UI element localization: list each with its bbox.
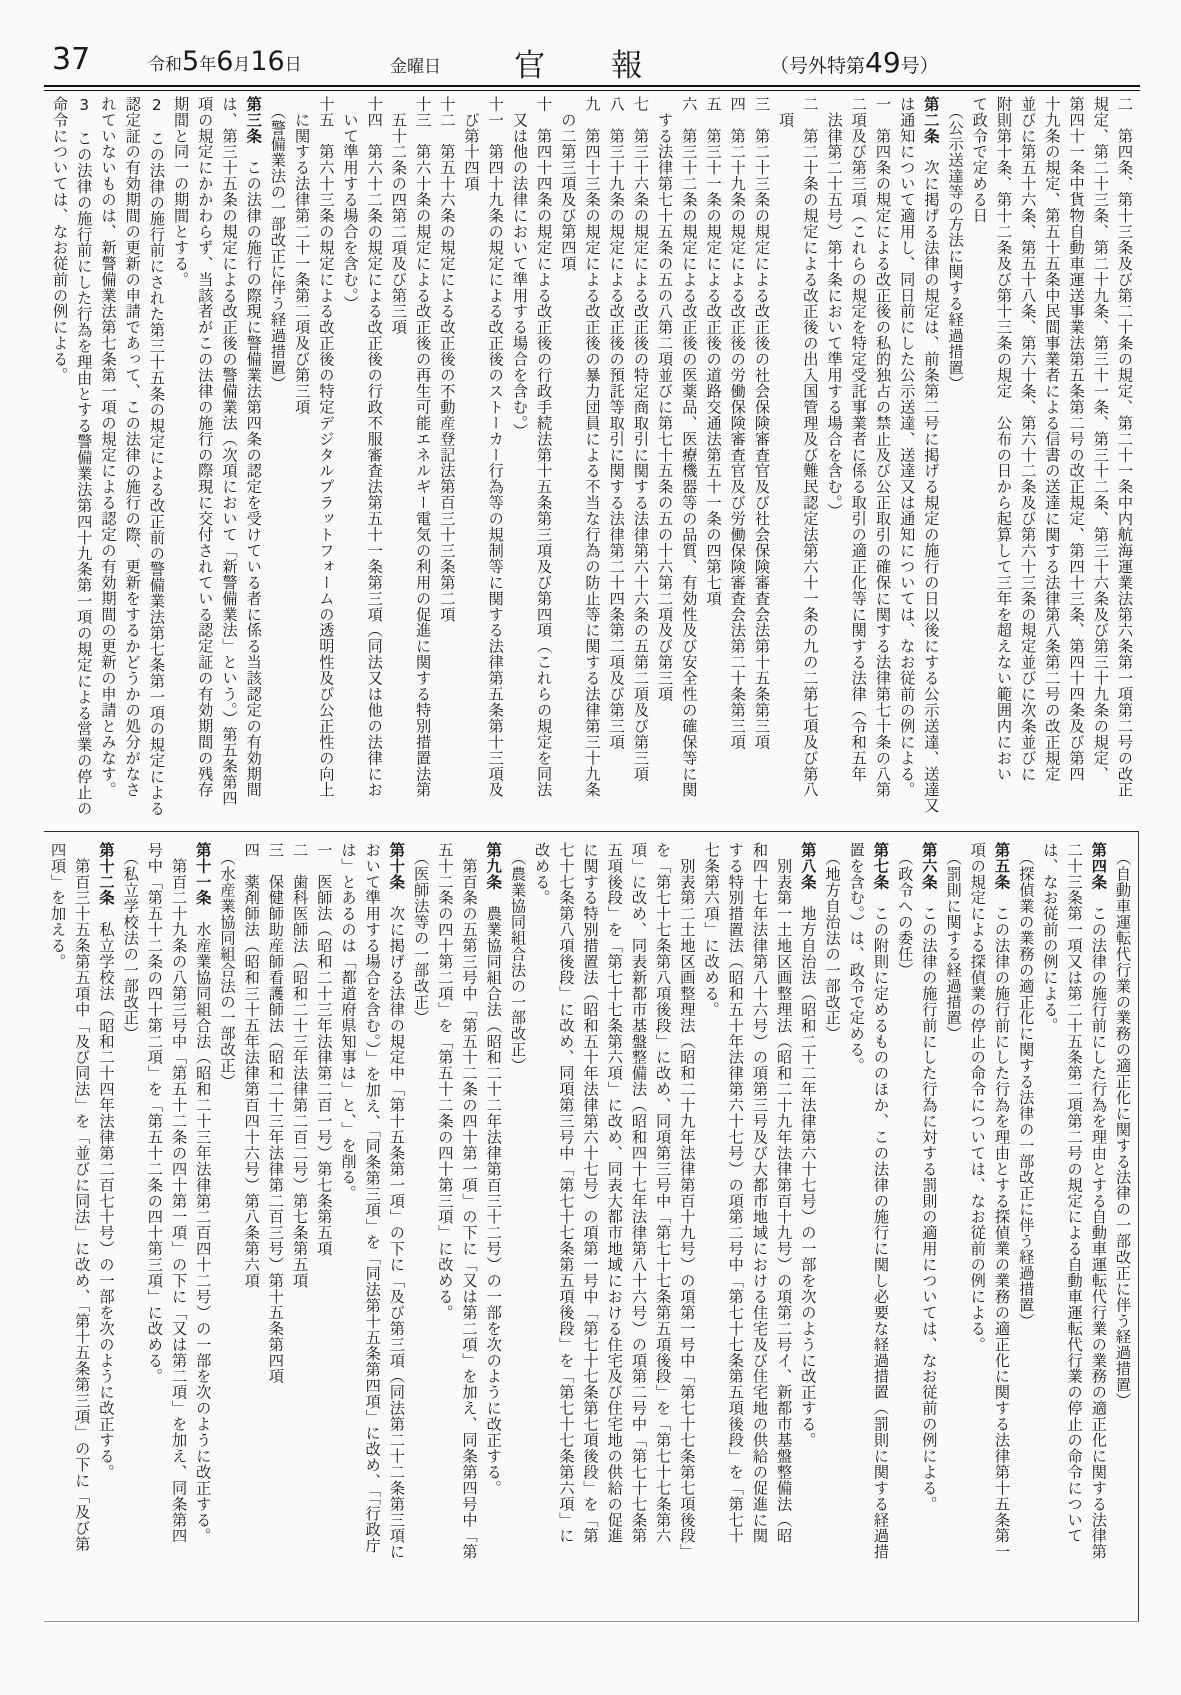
article-number: 第十一条 [194, 842, 213, 906]
text-column: 附則第十条、第十二条及び第十三条の規定 公布の日から起算して三年を超えない範囲内におい [994, 96, 1013, 782]
text-column: て政令で定める日 [970, 96, 989, 224]
page-number: 37 [52, 42, 91, 77]
text-column: は、なお従前の例による。 [1041, 842, 1060, 1034]
text-column: 二 歯科医師法（昭和二十三年法律第二百二号）第七条第五項 [291, 842, 310, 1289]
text-column: 項 [777, 96, 796, 128]
text-column: （医師法等の一部改正） [412, 842, 431, 1026]
text-column: に関する特別措置法（昭和五十年法律第六十七号）の項第一号中「第七十七条第七項後段」を「第 [581, 842, 600, 1544]
text-column: 3 この法律の施行前にした行為を理由とする警備業法第四十九条第一項の規定による営業の停止の [75, 96, 94, 817]
text-column: 十一 第四十九条の規定による改正後のストーカー行為等の規制等に関する法律第五条第十三項及 [486, 96, 505, 798]
day-label: 日 [284, 55, 302, 75]
text-column: する法律第七十五条の五の八第二項並びに第七十五条の五の十六第二項及び第三項 [656, 96, 675, 703]
weekday-label: 金曜日 [390, 57, 441, 77]
text-column: 第四十一条中貨物自動車運送事業法第五条第二号の改正規定、第四十三条、第四十四条及び第四 [1067, 96, 1086, 782]
text-column: （私立学校法の一部改正） [121, 842, 140, 1042]
text-column: 2 この法律の施行前にされた第三十五条の規定による改正前の警備業法第七条第一項の規定による [147, 96, 166, 817]
text-column: 四項」を加える。 [49, 842, 68, 970]
text-column: 別表第二土地区画整理法（昭和二十九年法律第百十九号）の項第一号中「第七十七条第七項後段」 [678, 842, 697, 1560]
text-column: （地方自治法の一部改正） [823, 842, 842, 1042]
text-column: 第二条 次に掲げる法律の規定は、前条第二号に掲げる規定の施行の日以後にする公示送達、送達又 [922, 96, 941, 814]
text-column: 十九条の規定、第五十五条中民間事業者による信書の送達に関する法律第八条第二号の改正規定 [1043, 96, 1062, 782]
text-column: 六 第三十二条の規定による改正後の医薬品、医療機器等の品質、有効性及び安全性の確保等に関 [680, 96, 699, 798]
text-column: の二第三項及び第四項 [559, 96, 578, 272]
text-column: 五十二条の四第二項及び第三項 [389, 96, 408, 336]
text-column: 五十二条の四十第二項」を「第五十二条の四十第三項」に改める。 [436, 842, 455, 1321]
issue-prefix: （号外特第 [770, 55, 866, 77]
text-column: 第四条 この法律の施行前にした行為を理由とする自動車運転代行業の業務の適正化に関する法律第 [1089, 842, 1108, 1560]
text-column: 第三条 この法律の施行の際現に警備業法第四条の認定を受けている者に係る当該認定の有効期間 [244, 96, 263, 798]
text-column: 十 第四十四条の規定による改正後の行政手続法第十五条第三項及び第四項（これらの規定を同法 [535, 96, 554, 798]
text-column: 第七条 この附則に定めるもののほか、この法律の施行に関し必要な経過措置（罰則に関する経過措 [871, 842, 890, 1560]
text-column: び第十四項 [462, 96, 481, 192]
text-column: 第百三十五条第五項中「及び同法」を「並びに同法」に改め、「第十五条第三項」の下に「及び第 [73, 842, 92, 1553]
text-column: 第百二十九条の八第三号中「第五十二条の四十第一項」の下に「又は第二項」を加え、同条第四 [170, 842, 189, 1544]
text-column: に関する法律第二十一条第二項及び第三項 [293, 96, 312, 415]
text-column: 別表第一土地区画整理法（昭和二十九年法律第百十九号）の項第二号イ、新都市基盤整備法（昭 [775, 842, 794, 1544]
text-column: 一 医師法（昭和二十三年法律第二百一号）第七条第五項 [315, 842, 334, 1257]
text-column: 和四十七年法律第八十六号）の項第三号及び大都市地域における住宅及び住宅地の供給の促進に関 [750, 842, 769, 1544]
text-column: を「第七十七条第八項後段」に改め、同項第三号中「第七十七条第五項後段」を「第七十七条第六 [654, 842, 673, 1544]
text-column: （政令への委任） [896, 842, 915, 978]
day-number: 16 [250, 46, 285, 77]
bottom-rule [44, 1621, 1139, 1622]
text-column: 五 第三十一条の規定による改正後の道路交通法第五十一条の四第七項 [704, 96, 723, 607]
article-number: 第九条 [484, 842, 503, 890]
text-column: おいて準用する場合を含む。）」を加え、「同条第三項」を「同法第十五条第四項」に改め、「「行政庁 [363, 842, 382, 1554]
text-column: 項の規定にかかわらず、当該者がこの法律の施行の際現に交付されている認定証の有効期間の残存 [196, 96, 215, 798]
text-column: 九 第四十三条の規定による改正後の暴力団員による不当な行為の防止等に関する法律第三十九条 [583, 96, 602, 798]
text-column: 二 第四条、第十三条及び第二十条の規定、第二十一条中内航海運業法第六条第一項第二号の改正 [1116, 96, 1134, 798]
text-column: 七 第三十六条の規定による改正後の特定商取引に関する法律第六十六条の五第二項及び第三項 [631, 96, 650, 782]
text-column: 第百条の五第三号中「第五十二条の四十第一項」の下に「又は第二項」を加え、同条第四号中「第 [460, 842, 479, 1560]
year-label: 年 [199, 55, 217, 75]
text-column: 五項後段」を「第七十七条第六項」に改め、同表大都市地域における住宅及び住宅地の供給の促進 [605, 842, 624, 1544]
text-column: 三 保健師助産師看護師法（昭和二十三年法律第二百三号）第十五条第四項 [266, 842, 285, 1385]
header-rule-thin [44, 90, 1140, 91]
issue-suffix: 号） [900, 55, 939, 77]
article-number: 第四条 [1089, 842, 1108, 890]
text-column: 項の規定による探偵業の停止の命令については、なお従前の例による。 [968, 842, 987, 1353]
text-column: 第九条 農業協同組合法（昭和二十二年法律第百三十二号）の一部を次のように改正する。 [484, 842, 503, 1496]
text-column: 期間と同一の期間とする。 [172, 96, 191, 288]
year-number: 5 [182, 46, 200, 77]
era-label: 令和 [148, 55, 182, 75]
text-column: 四 薬剤師法（昭和三十五年法律第百四十六号）第八条第六項 [242, 842, 261, 1289]
text-column: （罰則に関する経過措置） [944, 842, 963, 1042]
text-column: れていないものは、新警備業法第七条第一項の規定による認定の有効期間の更新の申請とみなす。 [99, 96, 118, 798]
text-column: （水産業協同組合法の一部改正） [218, 842, 237, 1090]
text-column: 置を含む。）は、政令で定める。 [847, 842, 866, 1074]
text-column: 改める。 [533, 842, 552, 906]
text-column: 並びに第五十六条、第五十八条、第六十条、第六十二条及び第六十三条の規定並びに次条並びに [1019, 96, 1038, 782]
gazette-title: 官報 [514, 48, 708, 84]
article-number: 第五条 [992, 842, 1011, 890]
text-column: は」とあるのは「都道府県知事は」と、」を削る。 [339, 842, 358, 1202]
article-number: 第十条 [387, 842, 406, 890]
text-column: いて準用する場合を含む。） [341, 96, 360, 312]
month-number: 6 [216, 46, 234, 77]
article-number: 第六条 [920, 842, 939, 890]
text-column: 規定、第二十三条、第二十九条、第三十一条、第三十二条、第三十六条及び第三十九条の規定、 [1091, 96, 1110, 782]
issue-number [770, 46, 939, 79]
text-column: 一 第四条の規定による改正後の私的独占の禁止及び公正取引の確保に関する法律第七十条の八第 [873, 96, 892, 798]
article-number: 第十二条 [97, 842, 116, 906]
text-column: する特別措置法（昭和五十年法律第六十七号）の項第二号中「第七十七条第五項後段」を「第七十 [726, 842, 745, 1544]
text-column: 七十七条第八項後段」に改め、同項第三号中「第七十七条第五項後段」を「第七十七条第六項」に [557, 842, 576, 1544]
text-column: 第十二条 私立学校法（昭和二十四年法律第二百七十号）の一部を次のように改正する。 [97, 842, 116, 1481]
text-column: 又は他の法律において準用する場合を含む。） [510, 96, 529, 440]
text-column: （警備業法の一部改正に伴う経過措置） [268, 96, 287, 392]
text-column: 法律第二十五号）第十条において準用する場合を含む。） [825, 96, 844, 520]
text-column: 第八条 地方自治法（昭和二十二年法律第六十七号）の一部を次のように改正する。 [799, 842, 818, 1449]
text-column: 十二 第五十六条の規定による改正後の不動産登記法第百三十三条第二項 [438, 96, 457, 623]
text-column: 二十三条第一項又は第二十五条第二項第二号の規定による自動車運転代行業の停止の命令について [1065, 842, 1084, 1544]
text-column: 二項及び第三項（これらの規定を特定受託事業者に係る取引の適正化等に関する法律（令和五年 [849, 96, 868, 782]
article-number: 第三条 [244, 96, 263, 144]
issue-date [148, 46, 302, 77]
text-column: 号中「第五十二条の四十第二項」を「第五十二条の四十第三項」に改める。 [145, 842, 164, 1385]
article-number: 第二条 [922, 96, 941, 144]
right-column-rule [1138, 831, 1139, 1622]
text-column: 認定証の有効期間の更新の申請であって、この法律の施行の際、更新をするかどうかの処分がなさ [123, 96, 142, 798]
text-column: 第六条 この法律の施行前にした行為に対する罰則の適用については、なお従前の例による。 [920, 842, 939, 1512]
text-column: 第十条 次に掲げる法律の規定中「第十五条第一項」の下に「及び第三項（同法第二十二条第三項に [387, 842, 406, 1560]
text-column: 項」に改め、同表新都市基盤整備法（昭和四十七年法律第八十六号）の項第二号中「第七十七条第 [629, 842, 648, 1544]
text-column: （公示送達等の方法に関する経過措置） [946, 96, 965, 392]
bottom-text-block [45, 842, 1135, 1620]
text-column: 十三 第六十条の規定による改正後の再生可能エネルギー電気の利用の促進に関する特別措置法第 [414, 96, 433, 798]
text-column: 七条第六項」に改める。 [702, 842, 721, 1018]
text-column: 十五 第六十三条の規定による改正後の特定デジタルプラットフォームの透明性及び公正性の向上 [317, 96, 336, 798]
text-column: 命令については、なお従前の例による。 [51, 96, 70, 384]
text-column: 三 第二十三条の規定による改正後の社会保険審査官及び社会保険審査会法第十五条第三項 [752, 96, 771, 750]
month-label: 月 [233, 55, 251, 75]
text-column: 二 第二十条の規定による改正後の出入国管理及び難民認定法第六十一条の九の二第七項及び第八 [801, 96, 820, 798]
top-text-block [45, 96, 1137, 833]
issue-count: 49 [865, 46, 901, 79]
text-column: 十四 第六十二条の規定による改正後の行政不服審査法第五十一条第三項（同法又は他の法律にお [365, 96, 384, 798]
text-column: （自動車運転代行業の業務の適正化に関する法律の一部改正に伴う経過措置） [1114, 842, 1132, 1409]
article-number: 第七条 [871, 842, 890, 890]
text-column: （探偵業の業務の適正化に関する法律の一部改正に伴う経過措置） [1017, 842, 1036, 1329]
text-column: は通知について適用し、同日前にした公示送達、送達又は通知については、なお従前の例による。 [898, 96, 917, 798]
text-column: 四 第二十九条の規定による改正後の労働保険審査官及び労働保険審査会法第二十条第三項 [728, 96, 747, 750]
text-column: 第五条 この法律の施行前にした行為を理由とする探偵業の業務の適正化に関する法律第十五条第一 [992, 842, 1011, 1560]
text-column: 第十一条 水産業協同組合法（昭和二十三年法律第二百四十二号）の一部を次のように改正する。 [194, 842, 213, 1544]
header-rule-thick [44, 85, 1140, 87]
text-column: （農業協同組合法の一部改正） [508, 842, 527, 1074]
text-column: 八 第三十九条の規定による改正後の預託等取引に関する法律第二十四条第二項及び第三項 [607, 96, 626, 750]
article-number: 第八条 [799, 842, 818, 890]
text-column: は、第三十五条の規定による改正後の警備業法（次項において「新警備業法」という。）第五条第四 [220, 96, 239, 807]
